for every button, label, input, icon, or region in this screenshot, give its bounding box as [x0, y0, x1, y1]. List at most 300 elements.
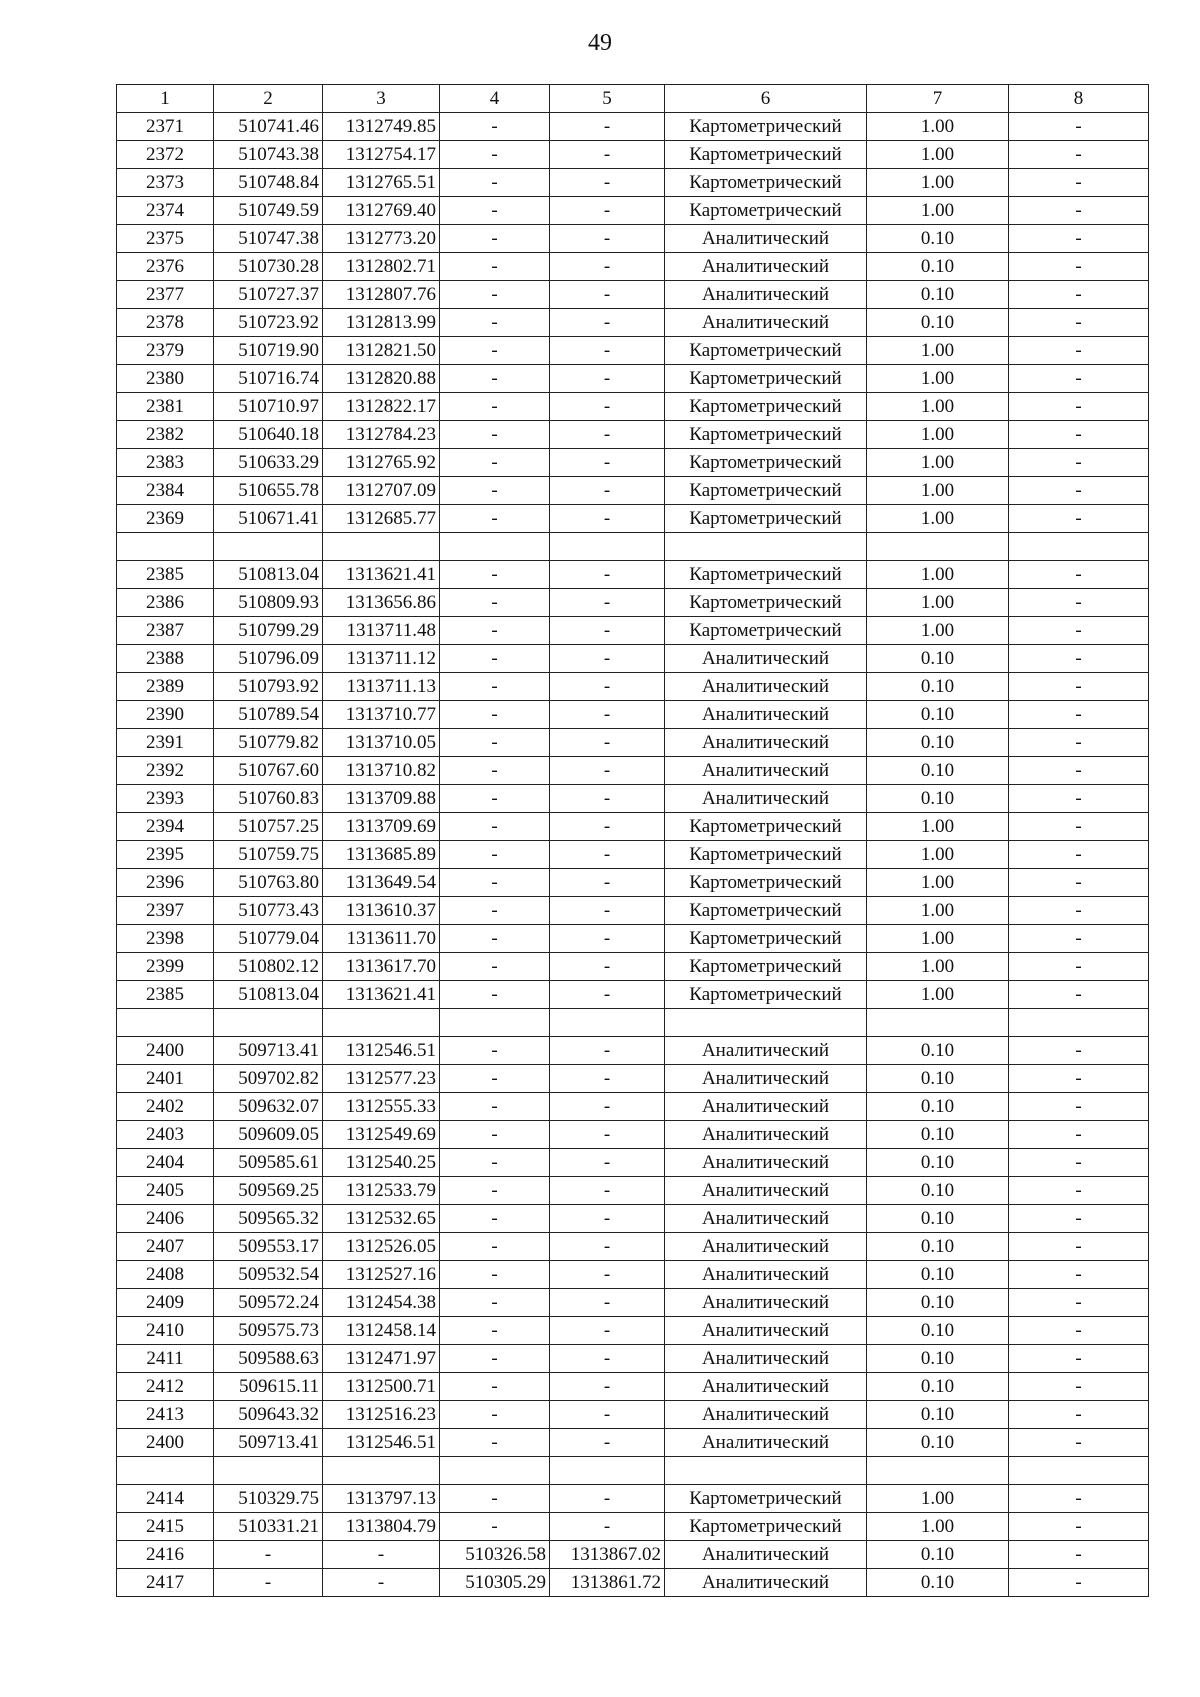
cell-col-8: -: [1009, 1401, 1149, 1429]
table-row: [117, 785, 1149, 813]
cell-col-4: -: [440, 1205, 550, 1233]
cell-col-7: 0.10: [867, 1429, 1009, 1457]
cell-col-2: 509575.73: [214, 1317, 323, 1345]
cell-col-3: 1313610.37: [323, 897, 440, 925]
cell-col-8: -: [1009, 953, 1149, 981]
cell-col-8: -: [1009, 141, 1149, 169]
page-number: 49: [588, 30, 612, 56]
cell-col-3: 1312540.25: [323, 1149, 440, 1177]
cell-col-8: -: [1009, 1345, 1149, 1373]
cell-col-4: -: [440, 253, 550, 281]
cell-col-8: -: [1009, 1233, 1149, 1261]
section-separator-row: [117, 1457, 1149, 1485]
cell-col-2: 510741.46: [214, 113, 323, 141]
cell-col-1: 2373: [117, 169, 214, 197]
cell-col-1: 2395: [117, 841, 214, 869]
cell-col-7: 1.00: [867, 477, 1009, 505]
cell-col-5: -: [550, 113, 665, 141]
cell-col-7: 1.00: [867, 505, 1009, 533]
cell-col-4: -: [440, 1289, 550, 1317]
cell-col-2: 510747.38: [214, 225, 323, 253]
cell-col-8: -: [1009, 589, 1149, 617]
cell-col-8: -: [1009, 1513, 1149, 1541]
cell-col-3: 1312458.14: [323, 1317, 440, 1345]
cell-col-8: -: [1009, 1485, 1149, 1513]
cell-col-8: -: [1009, 505, 1149, 533]
cell-col-4: -: [440, 1149, 550, 1177]
header-row: [117, 85, 1149, 113]
cell-col-2: 510799.29: [214, 617, 323, 645]
table-row: [117, 1121, 1149, 1149]
cell-col-6: Аналитический: [665, 1289, 867, 1317]
cell-col-6: Картометрический: [665, 925, 867, 953]
cell-col-5: -: [550, 617, 665, 645]
cell-col-3: 1312749.85: [323, 113, 440, 141]
cell-col-1: 2410: [117, 1317, 214, 1345]
cell-col-1: 2417: [117, 1569, 214, 1597]
empty-cell: [867, 1009, 1009, 1037]
empty-cell: [867, 1457, 1009, 1485]
cell-col-6: Аналитический: [665, 309, 867, 337]
table-row: [117, 197, 1149, 225]
cell-col-6: Картометрический: [665, 337, 867, 365]
cell-col-2: 510757.25: [214, 813, 323, 841]
cell-col-6: Аналитический: [665, 1177, 867, 1205]
cell-col-6: Аналитический: [665, 1317, 867, 1345]
cell-col-1: 2383: [117, 449, 214, 477]
cell-col-3: 1312527.16: [323, 1261, 440, 1289]
cell-col-6: Картометрический: [665, 197, 867, 225]
cell-col-4: -: [440, 309, 550, 337]
cell-col-6: Аналитический: [665, 253, 867, 281]
cell-col-1: 2411: [117, 1345, 214, 1373]
empty-cell: [323, 1009, 440, 1037]
cell-col-1: 2389: [117, 673, 214, 701]
cell-col-6: Картометрический: [665, 953, 867, 981]
cell-col-1: 2402: [117, 1093, 214, 1121]
cell-col-6: Картометрический: [665, 981, 867, 1009]
cell-col-8: -: [1009, 1037, 1149, 1065]
cell-col-8: -: [1009, 197, 1149, 225]
cell-col-2: 509588.63: [214, 1345, 323, 1373]
cell-col-2: 510671.41: [214, 505, 323, 533]
cell-col-1: 2375: [117, 225, 214, 253]
cell-col-3: 1313685.89: [323, 841, 440, 869]
table-row: [117, 925, 1149, 953]
cell-col-1: 2388: [117, 645, 214, 673]
cell-col-7: 0.10: [867, 1065, 1009, 1093]
cell-col-7: 1.00: [867, 393, 1009, 421]
cell-col-5: -: [550, 1373, 665, 1401]
cell-col-1: 2397: [117, 897, 214, 925]
cell-col-6: Аналитический: [665, 1065, 867, 1093]
cell-col-2: 510743.38: [214, 141, 323, 169]
cell-col-2: 510796.09: [214, 645, 323, 673]
cell-col-1: 2404: [117, 1149, 214, 1177]
cell-col-1: 2381: [117, 393, 214, 421]
cell-col-7: 0.10: [867, 1569, 1009, 1597]
cell-col-1: 2415: [117, 1513, 214, 1541]
cell-col-5: -: [550, 813, 665, 841]
table-row: [117, 1037, 1149, 1065]
cell-col-4: -: [440, 1429, 550, 1457]
cell-col-3: 1313611.70: [323, 925, 440, 953]
cell-col-7: 1.00: [867, 1485, 1009, 1513]
cell-col-1: 2401: [117, 1065, 214, 1093]
cell-col-2: 509713.41: [214, 1429, 323, 1457]
cell-col-6: Аналитический: [665, 785, 867, 813]
cell-col-6: Аналитический: [665, 757, 867, 785]
cell-col-6: Картометрический: [665, 113, 867, 141]
table-row: [117, 1065, 1149, 1093]
cell-col-2: 510809.93: [214, 589, 323, 617]
cell-col-7: 1.00: [867, 337, 1009, 365]
cell-col-7: 0.10: [867, 1401, 1009, 1429]
cell-col-5: -: [550, 785, 665, 813]
cell-col-4: -: [440, 505, 550, 533]
cell-col-3: 1312765.92: [323, 449, 440, 477]
cell-col-3: 1312549.69: [323, 1121, 440, 1149]
cell-col-8: -: [1009, 449, 1149, 477]
cell-col-2: 510640.18: [214, 421, 323, 449]
cell-col-1: 2379: [117, 337, 214, 365]
coordinates-table: [116, 84, 1149, 1597]
cell-col-1: 2416: [117, 1541, 214, 1569]
cell-col-8: -: [1009, 841, 1149, 869]
cell-col-6: Аналитический: [665, 1037, 867, 1065]
cell-col-5: -: [550, 1093, 665, 1121]
cell-col-8: -: [1009, 1317, 1149, 1345]
cell-col-5: -: [550, 169, 665, 197]
table-row: [117, 169, 1149, 197]
cell-col-6: Картометрический: [665, 141, 867, 169]
empty-cell: [440, 533, 550, 561]
cell-col-6: Картометрический: [665, 589, 867, 617]
cell-col-6: Аналитический: [665, 645, 867, 673]
cell-col-5: -: [550, 281, 665, 309]
cell-col-1: 2377: [117, 281, 214, 309]
cell-col-5: -: [550, 1065, 665, 1093]
cell-col-4: -: [440, 981, 550, 1009]
cell-col-2: 509713.41: [214, 1037, 323, 1065]
cell-col-8: -: [1009, 1065, 1149, 1093]
cell-col-1: 2384: [117, 477, 214, 505]
cell-col-4: 510326.58: [440, 1541, 550, 1569]
empty-cell: [117, 1457, 214, 1485]
cell-col-1: 2369: [117, 505, 214, 533]
cell-col-3: 1313797.13: [323, 1485, 440, 1513]
cell-col-8: -: [1009, 253, 1149, 281]
empty-cell: [117, 533, 214, 561]
cell-col-5: -: [550, 505, 665, 533]
cell-col-5: -: [550, 1233, 665, 1261]
cell-col-2: 509615.11: [214, 1373, 323, 1401]
cell-col-7: 0.10: [867, 1177, 1009, 1205]
cell-col-5: -: [550, 701, 665, 729]
cell-col-8: -: [1009, 1289, 1149, 1317]
cell-col-7: 0.10: [867, 1205, 1009, 1233]
empty-cell: [550, 1457, 665, 1485]
cell-col-7: 0.10: [867, 1233, 1009, 1261]
empty-cell: [665, 1009, 867, 1037]
table-row: [117, 393, 1149, 421]
cell-col-5: -: [550, 393, 665, 421]
cell-col-1: 2390: [117, 701, 214, 729]
cell-col-7: 1.00: [867, 561, 1009, 589]
empty-cell: [1009, 1009, 1149, 1037]
cell-col-1: 2406: [117, 1205, 214, 1233]
cell-col-3: 1312516.23: [323, 1401, 440, 1429]
empty-cell: [867, 533, 1009, 561]
cell-col-3: 1312454.38: [323, 1289, 440, 1317]
cell-col-6: Картометрический: [665, 365, 867, 393]
cell-col-5: -: [550, 225, 665, 253]
cell-col-7: 1.00: [867, 141, 1009, 169]
cell-col-4: -: [440, 113, 550, 141]
cell-col-1: 2378: [117, 309, 214, 337]
cell-col-8: -: [1009, 673, 1149, 701]
cell-col-5: -: [550, 953, 665, 981]
cell-col-2: 509632.07: [214, 1093, 323, 1121]
cell-col-1: 2413: [117, 1401, 214, 1429]
cell-col-1: 2382: [117, 421, 214, 449]
cell-col-2: 510813.04: [214, 981, 323, 1009]
cell-col-7: 0.10: [867, 253, 1009, 281]
cell-col-5: -: [550, 1261, 665, 1289]
cell-col-3: 1312471.97: [323, 1345, 440, 1373]
column-header: 5: [550, 85, 665, 113]
cell-col-2: 510723.92: [214, 309, 323, 337]
cell-col-2: 510789.54: [214, 701, 323, 729]
cell-col-4: -: [440, 1513, 550, 1541]
cell-col-7: 0.10: [867, 1037, 1009, 1065]
cell-col-3: 1312821.50: [323, 337, 440, 365]
cell-col-5: -: [550, 477, 665, 505]
cell-col-1: 2405: [117, 1177, 214, 1205]
empty-cell: [214, 1009, 323, 1037]
cell-col-6: Аналитический: [665, 1541, 867, 1569]
cell-col-3: 1313710.05: [323, 729, 440, 757]
cell-col-6: Аналитический: [665, 1345, 867, 1373]
cell-col-3: 1312820.88: [323, 365, 440, 393]
cell-col-8: -: [1009, 897, 1149, 925]
cell-col-6: Аналитический: [665, 1569, 867, 1597]
cell-col-6: Картометрический: [665, 841, 867, 869]
cell-col-7: 0.10: [867, 225, 1009, 253]
cell-col-7: 1.00: [867, 897, 1009, 925]
cell-col-7: 0.10: [867, 785, 1009, 813]
cell-col-7: 1.00: [867, 113, 1009, 141]
cell-col-4: -: [440, 449, 550, 477]
table-row: [117, 1261, 1149, 1289]
cell-col-8: -: [1009, 1261, 1149, 1289]
cell-col-3: 1313711.13: [323, 673, 440, 701]
cell-col-6: Аналитический: [665, 1093, 867, 1121]
cell-col-3: 1312577.23: [323, 1065, 440, 1093]
cell-col-4: -: [440, 953, 550, 981]
cell-col-7: 0.10: [867, 1149, 1009, 1177]
cell-col-4: -: [440, 1121, 550, 1149]
table-row: [117, 253, 1149, 281]
cell-col-3: 1313621.41: [323, 561, 440, 589]
cell-col-8: -: [1009, 1569, 1149, 1597]
cell-col-2: 510759.75: [214, 841, 323, 869]
cell-col-8: -: [1009, 281, 1149, 309]
cell-col-3: 1312784.23: [323, 421, 440, 449]
cell-col-6: Аналитический: [665, 729, 867, 757]
cell-col-3: 1313649.54: [323, 869, 440, 897]
cell-col-3: 1313656.86: [323, 589, 440, 617]
cell-col-7: 0.10: [867, 1289, 1009, 1317]
table-row: [117, 645, 1149, 673]
cell-col-5: -: [550, 1149, 665, 1177]
table-row: [117, 617, 1149, 645]
cell-col-3: 1312533.79: [323, 1177, 440, 1205]
cell-col-5: -: [550, 1345, 665, 1373]
cell-col-8: -: [1009, 477, 1149, 505]
section-separator-row: [117, 1009, 1149, 1037]
cell-col-7: 1.00: [867, 925, 1009, 953]
cell-col-6: Аналитический: [665, 1261, 867, 1289]
cell-col-6: Картометрический: [665, 169, 867, 197]
cell-col-3: 1313710.77: [323, 701, 440, 729]
cell-col-8: -: [1009, 1149, 1149, 1177]
cell-col-5: 1313867.02: [550, 1541, 665, 1569]
cell-col-1: 2371: [117, 113, 214, 141]
cell-col-4: -: [440, 169, 550, 197]
table-row: [117, 477, 1149, 505]
cell-col-2: 510719.90: [214, 337, 323, 365]
cell-col-1: 2385: [117, 981, 214, 1009]
table-row: [117, 1093, 1149, 1121]
cell-col-7: 0.10: [867, 281, 1009, 309]
table-row: [117, 309, 1149, 337]
cell-col-6: Аналитический: [665, 1205, 867, 1233]
table-row: [117, 1317, 1149, 1345]
cell-col-2: 510749.59: [214, 197, 323, 225]
empty-cell: [323, 1457, 440, 1485]
cell-col-4: -: [440, 141, 550, 169]
column-header: 3: [323, 85, 440, 113]
cell-col-4: -: [440, 701, 550, 729]
cell-col-3: 1312807.76: [323, 281, 440, 309]
cell-col-2: 510760.83: [214, 785, 323, 813]
cell-col-5: -: [550, 589, 665, 617]
cell-col-7: 1.00: [867, 169, 1009, 197]
cell-col-2: -: [214, 1569, 323, 1597]
cell-col-6: Картометрический: [665, 617, 867, 645]
cell-col-8: -: [1009, 729, 1149, 757]
cell-col-5: -: [550, 1177, 665, 1205]
cell-col-4: -: [440, 477, 550, 505]
cell-col-2: 509553.17: [214, 1233, 323, 1261]
cell-col-2: 510779.04: [214, 925, 323, 953]
cell-col-7: 1.00: [867, 1513, 1009, 1541]
empty-cell: [440, 1457, 550, 1485]
cell-col-4: -: [440, 1485, 550, 1513]
table-row: [117, 1513, 1149, 1541]
cell-col-2: -: [214, 1541, 323, 1569]
cell-col-5: -: [550, 729, 665, 757]
cell-col-1: 2396: [117, 869, 214, 897]
table-row: [117, 589, 1149, 617]
cell-col-5: -: [550, 337, 665, 365]
cell-col-4: -: [440, 673, 550, 701]
cell-col-2: 510763.80: [214, 869, 323, 897]
cell-col-6: Картометрический: [665, 393, 867, 421]
cell-col-5: -: [550, 1401, 665, 1429]
cell-col-3: 1313617.70: [323, 953, 440, 981]
table-row: [117, 337, 1149, 365]
cell-col-1: 2403: [117, 1121, 214, 1149]
cell-col-4: -: [440, 561, 550, 589]
cell-col-3: 1313710.82: [323, 757, 440, 785]
cell-col-5: -: [550, 309, 665, 337]
cell-col-7: 0.10: [867, 729, 1009, 757]
cell-col-8: -: [1009, 421, 1149, 449]
cell-col-3: 1312802.71: [323, 253, 440, 281]
cell-col-1: 2414: [117, 1485, 214, 1513]
table-row: [117, 1569, 1149, 1597]
table-row: [117, 449, 1149, 477]
cell-col-6: Картометрический: [665, 477, 867, 505]
cell-col-4: -: [440, 1037, 550, 1065]
cell-col-7: 0.10: [867, 701, 1009, 729]
table-row: [117, 673, 1149, 701]
cell-col-2: 510655.78: [214, 477, 323, 505]
cell-col-5: -: [550, 1037, 665, 1065]
cell-col-5: -: [550, 1429, 665, 1457]
table-row: [117, 897, 1149, 925]
cell-col-3: 1312754.17: [323, 141, 440, 169]
cell-col-5: -: [550, 197, 665, 225]
table-row: [117, 729, 1149, 757]
cell-col-2: 510716.74: [214, 365, 323, 393]
column-header: 1: [117, 85, 214, 113]
cell-col-5: -: [550, 1317, 665, 1345]
table-body: [117, 113, 1149, 1597]
cell-col-2: 510748.84: [214, 169, 323, 197]
cell-col-1: 2400: [117, 1037, 214, 1065]
empty-cell: [440, 1009, 550, 1037]
cell-col-3: 1312500.71: [323, 1373, 440, 1401]
cell-col-2: 510813.04: [214, 561, 323, 589]
cell-col-3: 1312532.65: [323, 1205, 440, 1233]
cell-col-5: -: [550, 253, 665, 281]
cell-col-5: -: [550, 645, 665, 673]
cell-col-8: -: [1009, 561, 1149, 589]
table-row: [117, 113, 1149, 141]
cell-col-6: Картометрический: [665, 1513, 867, 1541]
cell-col-1: 2380: [117, 365, 214, 393]
cell-col-8: -: [1009, 1541, 1149, 1569]
cell-col-8: -: [1009, 925, 1149, 953]
cell-col-4: -: [440, 617, 550, 645]
cell-col-2: 510793.92: [214, 673, 323, 701]
table-row: [117, 1233, 1149, 1261]
cell-col-7: 0.10: [867, 309, 1009, 337]
cell-col-2: 510730.28: [214, 253, 323, 281]
cell-col-4: -: [440, 225, 550, 253]
cell-col-1: 2372: [117, 141, 214, 169]
cell-col-6: Аналитический: [665, 1121, 867, 1149]
cell-col-3: 1312685.77: [323, 505, 440, 533]
table-row: [117, 421, 1149, 449]
table-row: [117, 1205, 1149, 1233]
cell-col-5: -: [550, 869, 665, 897]
cell-col-6: Аналитический: [665, 1149, 867, 1177]
cell-col-1: 2409: [117, 1289, 214, 1317]
